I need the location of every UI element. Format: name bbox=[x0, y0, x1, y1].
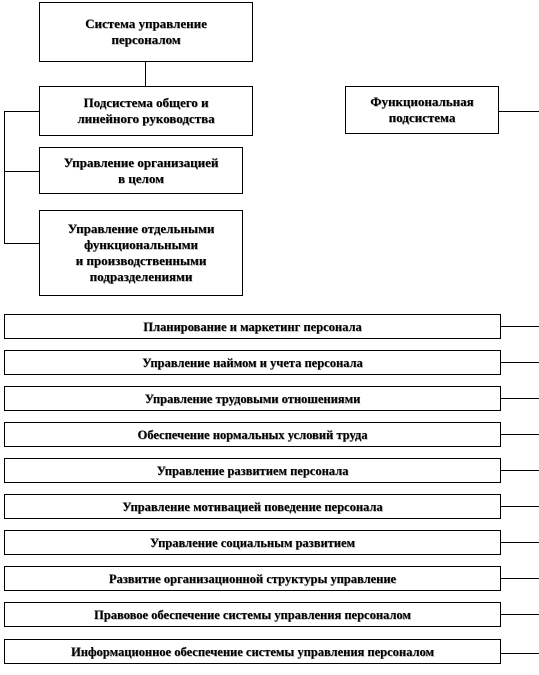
function-row bbox=[4, 566, 501, 591]
function-label: Развитие организационной структуры управление bbox=[108, 571, 397, 586]
function-row-connector bbox=[501, 506, 539, 507]
function-label: Управление наймом и учета персонала bbox=[142, 355, 363, 370]
function-label: Управление мотивацией поведение персонала bbox=[122, 499, 383, 514]
function-label: Обеспечение нормальных условий труда bbox=[137, 427, 368, 442]
function-row bbox=[4, 530, 501, 555]
functional-subsystem-node bbox=[345, 86, 499, 134]
function-label: Управление развитием персонала bbox=[156, 463, 349, 478]
left-bracket-connector bbox=[4, 111, 5, 244]
function-row bbox=[4, 494, 501, 519]
function-label: Планирование и маркетинг персонала bbox=[143, 319, 362, 334]
function-label: Информационное обеспечение системы управления персоналом bbox=[70, 644, 435, 659]
function-row-connector bbox=[501, 398, 539, 399]
left-bracket-bottom-connector bbox=[4, 243, 40, 244]
function-row bbox=[4, 314, 501, 339]
functional-subsystem-label: Функциональная подсистема bbox=[370, 94, 474, 125]
function-row bbox=[4, 422, 501, 447]
root-to-subsystem-connector bbox=[145, 62, 146, 86]
general-management-subsystem-label: Подсистема общего и линейного руководства bbox=[77, 95, 215, 126]
organization-management-label: Управление организацией в целом bbox=[63, 154, 219, 186]
function-row-connector bbox=[501, 614, 539, 615]
general-management-subsystem-node bbox=[39, 86, 253, 136]
function-row-connector bbox=[501, 362, 539, 363]
function-row-connector bbox=[501, 653, 539, 654]
root-node-label: Система управление персоналом bbox=[85, 16, 207, 47]
right-bracket-top-connector bbox=[499, 111, 539, 112]
function-row-connector bbox=[501, 578, 539, 579]
function-row bbox=[4, 458, 501, 483]
function-label: Управление трудовыми отношениями bbox=[144, 391, 361, 406]
function-row-connector bbox=[501, 326, 539, 327]
function-row bbox=[4, 350, 501, 375]
function-row bbox=[4, 602, 501, 627]
root-node bbox=[39, 2, 253, 62]
function-label: Управление социальным развитием bbox=[149, 535, 356, 550]
function-row bbox=[4, 639, 501, 664]
function-row-connector bbox=[501, 542, 539, 543]
left-bracket-top-connector bbox=[4, 111, 40, 112]
organization-management-node bbox=[39, 147, 243, 194]
function-row-connector bbox=[501, 434, 539, 435]
function-label: Правовое обеспечение системы управления персоналом bbox=[94, 607, 411, 622]
divisions-management-label: Управление отдельными функциональными и производственными подразделениями bbox=[67, 221, 215, 284]
divisions-management-node bbox=[39, 210, 243, 296]
function-row bbox=[4, 386, 501, 411]
function-row-connector bbox=[501, 470, 539, 471]
left-bracket-mid-connector bbox=[4, 171, 40, 172]
